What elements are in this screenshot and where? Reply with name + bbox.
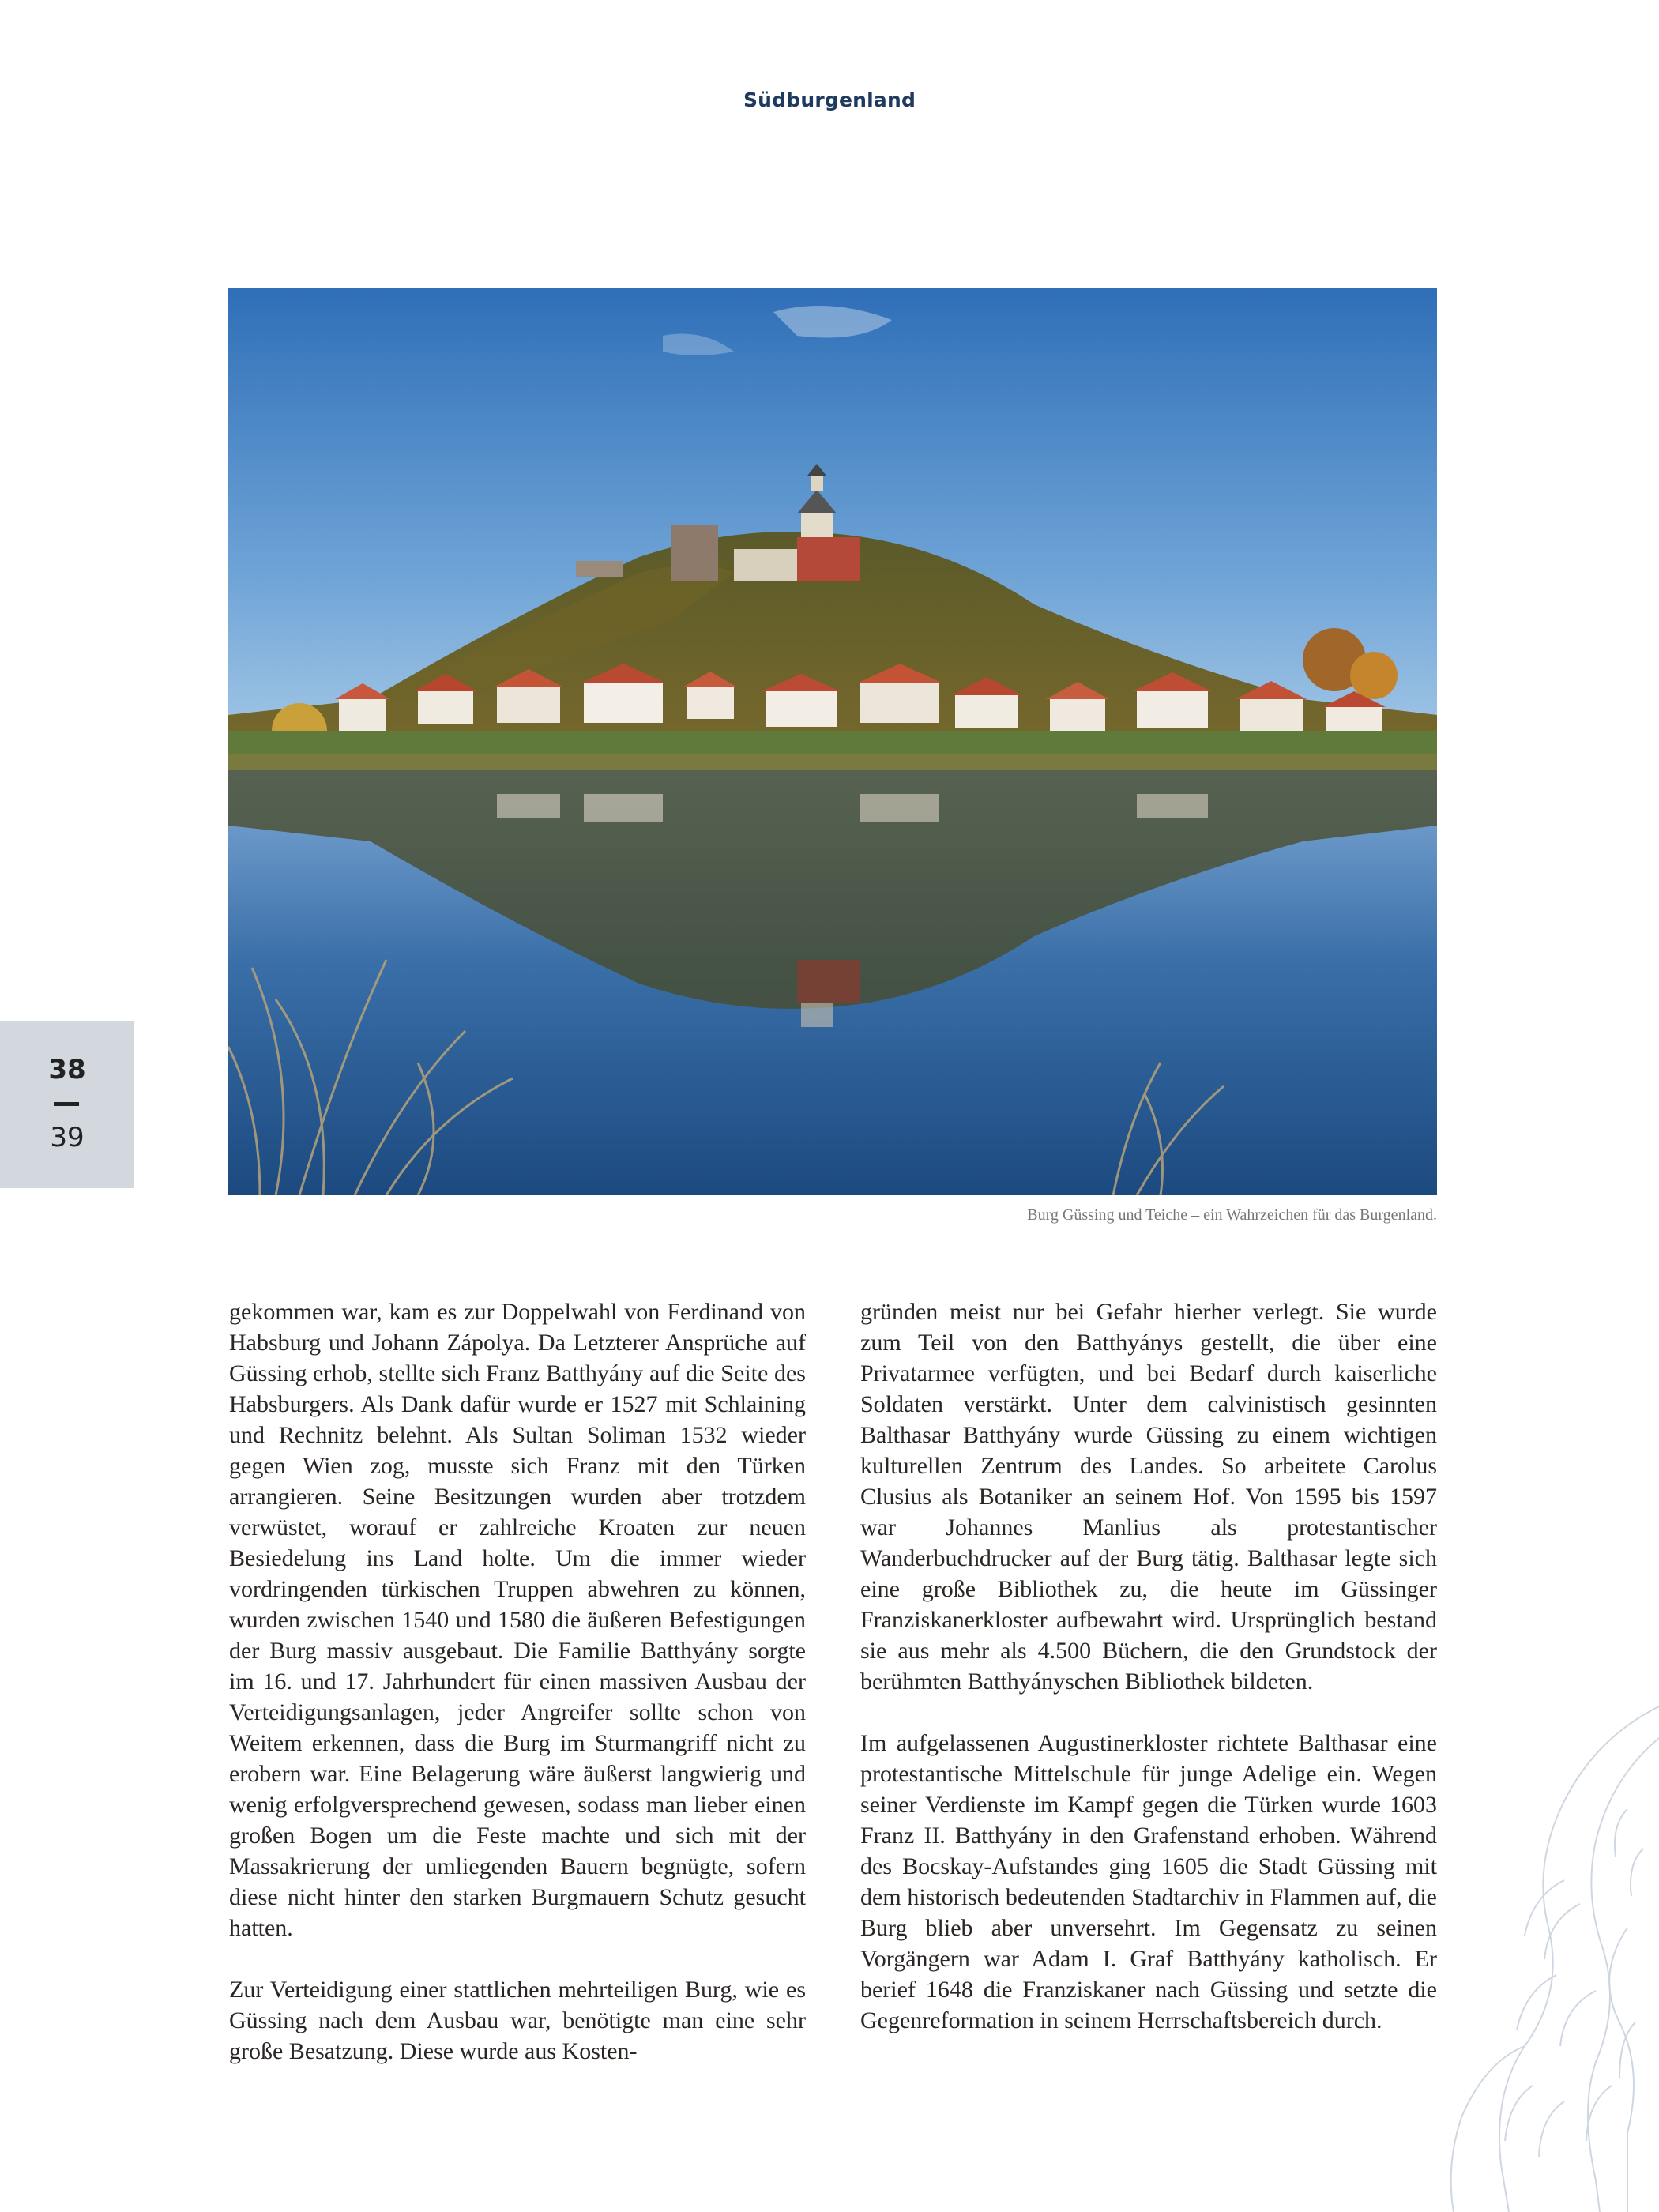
animal-sketch-decoration — [1153, 1691, 1659, 2212]
paragraph: Zur Verteidigung einer stattlichen mehrteiligen Burg, wie es Güssing nach dem Ausbau war, benötigte man eine sehr große Besatzung. Diese wurde aus Kosten- — [229, 1977, 806, 2064]
section-header: Südburgenland — [743, 88, 916, 111]
paragraph: gründen meist nur bei Gefahr hierher verlegt. Sie wurde zum Teil von den Batthyánys gestellt, die über eine Privatarmee verfügten, und bei Bedarf durch kaiserliche Soldaten verstärkt. Unter dem calvinistisch gesinnten Balthasar Batthyány wurde Güssing zu einem wichtigen kulturellen Zentrum des Landes. So arbeitete Carolus Clusius als Botaniker an seinem Hof. Von 1595 bis 1597 war Johannes Manlius als protestantischer Wanderbuchdrucker auf der Burg tätig. Balthasar legte sich eine große Bibliothek zu, die heute im Güssinger Franziskanerkloster aufbewahrt wird. Ursprünglich bestand sie aus mehr als 4.500 Büchern, die den Grundstock der berühmten Batthyányschen Bibliothek bildeten. — [860, 1299, 1437, 1695]
facing-page-number: 39 — [50, 1122, 85, 1153]
castle-lake-illustration — [228, 288, 1437, 1195]
current-page-number: 38 — [48, 1054, 86, 1085]
article-column-left — [229, 1296, 806, 2097]
figure-caption: Burg Güssing und Teiche – ein Wahrzeichen für das Burgenland. — [1027, 1206, 1437, 1224]
paragraph: gekommen war, kam es zur Doppelwahl von Ferdinand von Habsburg und Johann Zápolya. Da Letzterer Ansprüche auf Güssing erhob, stellte sich Franz Batthyány auf die Seite des Habsburgers. Als Dank dafür wurde er 1527 mit Schlaining und Rechnitz belehnt. Als Sultan Soliman 1532 wieder gegen Wien zog, musste sich Franz mit den Türken arrangieren. Seine Besitzungen wurden aber trotzdem verwüstet, worauf er zahlreiche Kroaten zur neuen Besiedelung ins Land holte. Um die immer wieder vordringenden türkischen Truppen abwehren zu können, wurden zwischen 1540 und 1580 die äußeren Befestigungen der Burg massiv ausgebaut. Die Familie Batthyány sorgte im 16. und 17. Jahrhundert für einen massiven Ausbau der Verteidigungsanlagen, jeder Angreifer sollte schon von Weitem erkennen, dass die Burg im Sturmangriff nicht zu erobern war. Eine Belagerung wäre äußerst langwierig und wenig erfolgversprechend gewesen, sodass man lieber einen großen Bogen um die Feste machte und sich mit der Massakrierung der umliegenden Bauern begnügte, sofern diese nicht hinter den starken Burgmauern Schutz gesucht hatten. — [229, 1299, 806, 1941]
paragraph: Im aufgelassenen Augustinerkloster richtete Balthasar eine protestantische Mittelschule für junge Adelige ein. Wegen seiner Verdienste im Kampf gegen die Türken wurde 1603 Franz II. Batthyány in den Grafenstand erhoben. Während des Bocskay-Aufstandes ging 1605 die Stadt Güssing mit dem historisch bedeutenden Stadtarchiv in Flammen auf, die Burg blieb aber unversehrt. Im Gegensatz zu seinen Vorgängern war Adam I. Graf Batthyány katholisch. Er berief 1648 die Franziskaner nach Güssing und setzte die Gegenreformation in seinem Herrschaftsbereich durch. — [860, 1730, 1437, 2033]
page-number-tab — [0, 1021, 134, 1188]
page-divider — [54, 1102, 79, 1106]
castle-photo — [228, 288, 1437, 1195]
